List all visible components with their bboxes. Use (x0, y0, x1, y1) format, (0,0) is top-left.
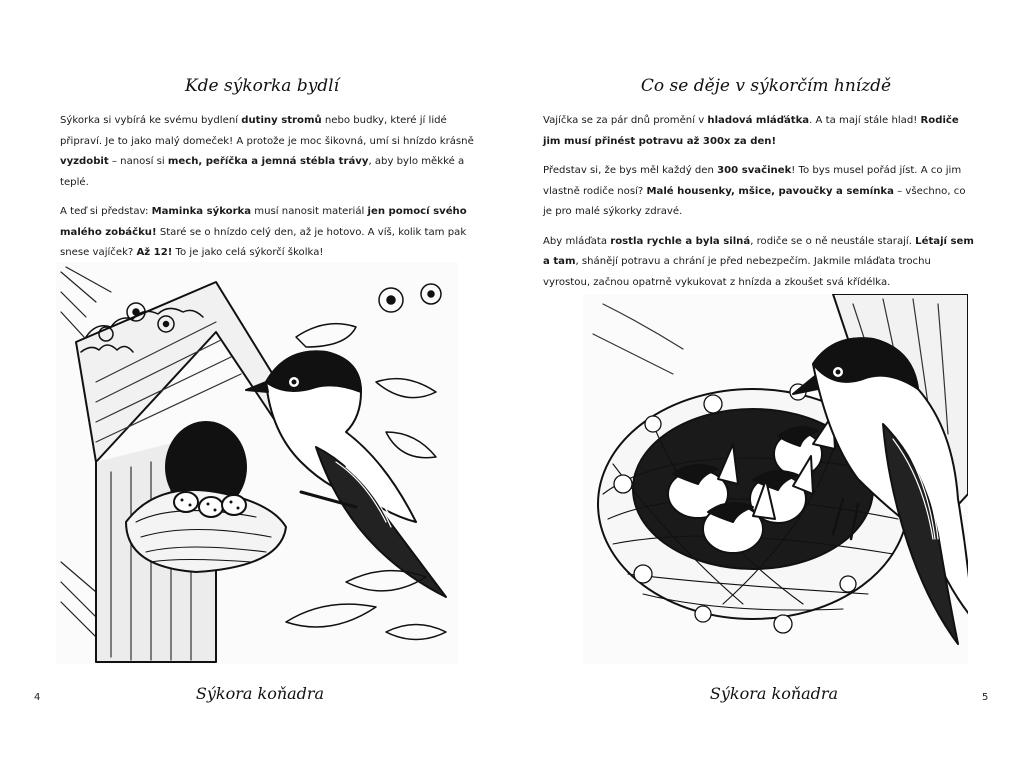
page-number: 4 (34, 692, 41, 703)
paragraph (60, 111, 478, 193)
birdhouse-illustration (56, 262, 458, 664)
illustration-caption: Sýkora koňadra (709, 684, 839, 703)
text-run: To je jako celá sýkorčí školka! (172, 247, 324, 258)
text-run: , aby bylo měkké a teplé. (60, 156, 465, 188)
page-number: 5 (982, 692, 989, 703)
text-run: nebo budky, které jí lidé připraví. Je to jako malý domeček! A protože je moc šikovná, umí si hnízdo krásně (60, 115, 474, 147)
paragraph (543, 161, 977, 223)
text-run: – nanosí si (108, 156, 168, 167)
text-run: Sýkorka si vybírá ke svému bydlení (60, 115, 242, 126)
text-run: Vajíčka se za pár dnů promění v (543, 115, 708, 126)
paragraph (543, 111, 977, 152)
bold-text: vyzdobit (60, 156, 109, 167)
text-run: musí nanosit materiál (251, 206, 368, 217)
bold-text: Malé housenky, mšice, pavoučky a semínka (646, 185, 894, 197)
page-heading: Co se děje v sýkorčím hnízdě (640, 76, 892, 96)
paragraph (60, 202, 478, 264)
text-run: ! To bys musel pořád jíst. A co jim vlastně rodiče nosí? (543, 165, 962, 197)
bold-text: jen pomocí svého malého zobáčku! (60, 206, 467, 238)
text-run: , rodiče se o ně neustále starají. (750, 235, 916, 247)
text-run: Představ si, že bys měl každý den (543, 165, 718, 176)
bold-text: Maminka sýkorka (151, 206, 252, 217)
text-run: . A ta mají stále hlad! (809, 115, 921, 126)
bold-text: Až 12! (136, 247, 173, 258)
nest-illustration (583, 294, 968, 664)
text-run: – všechno, co je pro malé sýkorky zdravé. (543, 185, 966, 217)
text-run: , shánějí potravu a chrání je před nebezpečím. Jakmile mláďata trochu vyrostou, začnou opatrně vykukovat z hnízda a zkoušet svá křídélka. (543, 256, 931, 288)
bold-text: dutiny stromů (241, 115, 322, 126)
bold-text: Létají sem a tam (543, 235, 974, 267)
text-run: Staré se o hnízdo celý den, až je hotovo. A víš, kolik tam pak snese vajíček? (60, 226, 467, 258)
text-run: Aby mláďata (543, 235, 611, 247)
illustration-caption: Sýkora koňadra (195, 684, 325, 703)
bold-text: hladová mláďátka (707, 115, 810, 126)
text-run: A teď si představ: (60, 206, 152, 217)
right-page (512, 0, 1024, 768)
body-text (60, 111, 478, 273)
body-text (543, 111, 977, 302)
bold-text: mech, peříčka a jemná stébla trávy (167, 156, 369, 167)
bold-text: rostla rychle a byla silná (610, 235, 751, 247)
bold-text: 300 svačinek (717, 165, 792, 176)
page-heading: Kde sýkorka bydlí (184, 76, 340, 96)
bold-text: Rodiče jim musí přinést potravu až 300x za den! (543, 115, 959, 147)
paragraph (543, 232, 977, 294)
